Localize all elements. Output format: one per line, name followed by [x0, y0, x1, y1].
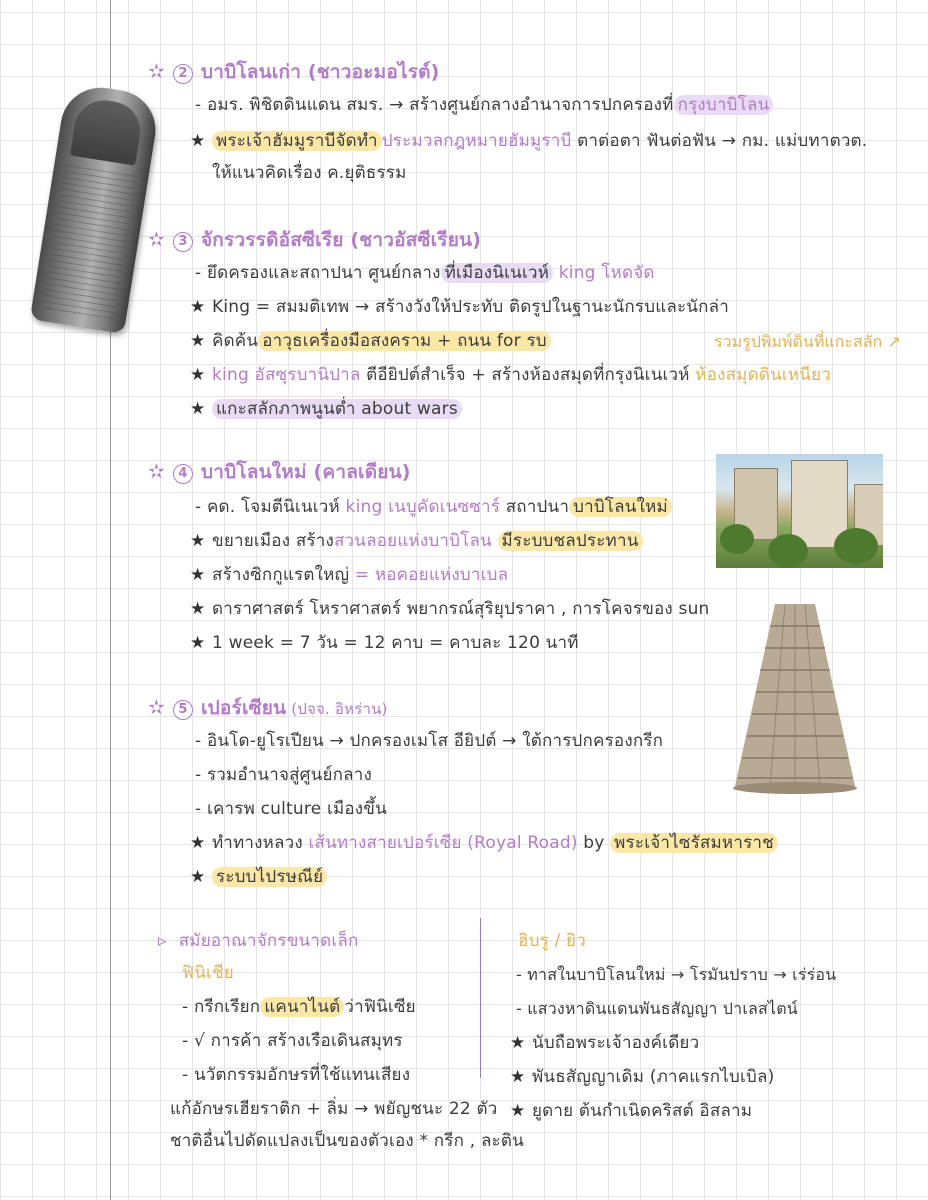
text: ตีอียิปต์สำเร็จ + สร้างห้องสมุดที่กรุงนิเนเวห์	[360, 365, 690, 385]
highlight-text: ระบบไปรษณีย์	[212, 867, 327, 887]
s3-line-3	[190, 328, 551, 354]
triangle-marker-icon: ▹	[158, 931, 167, 951]
purple-text: ประมวลกฎหมายฮัมมูราบี	[381, 131, 572, 151]
star-bullet-icon: ★	[190, 867, 206, 887]
section-number: 5	[173, 700, 193, 720]
text: คิดค้น	[212, 331, 259, 351]
text: สร้างซิกกูแรตใหญ่	[212, 565, 350, 585]
text: King = สมมติเทพ → สร้างวังให้ประทับ ติดรูปในฐานะนักรบและนักล่า	[212, 297, 729, 317]
section-title: เปอร์เซียน	[200, 697, 287, 719]
text: ทำทางหลวง	[212, 833, 303, 853]
section-2-heading	[148, 58, 440, 85]
star-bullet-icon: ★	[190, 633, 206, 653]
left-line-1	[182, 994, 416, 1020]
star-bullet-icon: ★	[510, 1033, 526, 1053]
section-number: 2	[173, 64, 193, 84]
hebrew-heading: ฮิบรู / ยิว	[518, 931, 586, 951]
star-bullet-icon: ★	[190, 531, 206, 551]
right-line-3	[510, 1030, 699, 1056]
left-line-5: ชาติอื่นไปดัดแปลงเป็นของตัวเอง * กรีก , ละติน	[170, 1131, 524, 1151]
column-title: สมัยอาณาจักรขนาดเล็ก	[178, 931, 359, 951]
s4-line-2	[190, 528, 643, 554]
garden-tree	[768, 534, 808, 568]
s5-line-5	[190, 864, 327, 890]
text: - ยึดครองและสถาปนา ศูนย์กลาง	[195, 263, 441, 283]
s5-line-4	[190, 830, 778, 856]
text: ยูดาย ต้นกำเนิดคริสต์ อิสลาม	[532, 1101, 753, 1121]
highlight-text: พระเจ้าฮัมมูราบีจัดทำ	[212, 131, 382, 151]
star-bullet-icon: ★	[190, 297, 206, 317]
highlight-text: กรุงบาบิโลน	[674, 95, 774, 115]
garden-tree	[834, 528, 878, 564]
small-kingdoms-heading	[158, 928, 359, 954]
star-icon: ✫	[148, 695, 165, 719]
purple-text: king เนบูคัดเนซซาร์	[339, 497, 501, 517]
highlight-text: อาวุธเครื่องมือสงคราม + ถนน for รบ	[258, 331, 551, 351]
text: 1 week = 7 วัน = 12 คาบ = คาบละ 120 นาที	[212, 633, 579, 653]
section-number: 3	[173, 232, 193, 252]
text: พันธสัญญาเดิม (ภาคแรกไบเบิล)	[532, 1067, 775, 1087]
tower-of-babel-image	[730, 596, 860, 796]
section-subtitle: (ปจจ. อิหร่าน)	[286, 700, 388, 718]
text: - อมร. พิชิตดินแดน สมร. → สร้างศูนย์กลางอำนาจการปกครองที่	[195, 95, 674, 115]
star-bullet-icon: ★	[190, 399, 206, 419]
text: by	[577, 833, 605, 853]
stele-inscription	[41, 165, 137, 323]
star-bullet-icon: ★	[190, 131, 206, 151]
hammurabi-stele-image	[30, 82, 161, 334]
star-bullet-icon: ★	[190, 331, 206, 351]
right-line-1: - ทาสในบาบิโลนใหม่ → โรมันปราบ → เร่ร่อน	[516, 965, 837, 984]
right-line-5	[510, 1098, 752, 1124]
text: ตาต่อตา ฟันต่อฟัน → กม. แม่บทาตวต.	[571, 131, 868, 151]
s5-line-1: - อินโด-ยูโรเปียน → ปกครองเมโส อียิปต์ → ใต้การปกครองกรีก	[195, 731, 664, 751]
star-bullet-icon: ★	[190, 365, 206, 385]
text: ดาราศาสตร์ โหราศาสตร์ พยากรณ์สุริยุปราคา , การโคจรของ sun	[212, 599, 710, 619]
text: นับถือพระเจ้าองค์เดียว	[532, 1033, 700, 1053]
purple-text: king โหดจัด	[553, 263, 655, 283]
text: ขยายเมือง สร้าง	[212, 531, 334, 551]
section-4-heading	[148, 458, 411, 485]
section-title: บาบิโลนเก่า (ชาวอะมอไรต์)	[200, 61, 440, 83]
s5-line-3: - เคารพ culture เมืองขึ้น	[195, 799, 387, 819]
column-divider	[480, 918, 481, 1078]
highlight-text: มีระบบชลประทาน	[498, 531, 643, 551]
right-line-4	[510, 1064, 775, 1090]
s3-line-2	[190, 294, 729, 320]
highlight-text: บาบิโลนใหม่	[569, 497, 672, 517]
stele-relief	[70, 96, 145, 166]
text: - กรีกเรียก	[182, 997, 261, 1017]
star-icon: ✫	[148, 59, 165, 83]
section-title: จักรวรรดิอัสซีเรีย (ชาวอัสซีเรียน)	[200, 229, 482, 251]
highlight-text: ที่เมืองนิเนเวห์	[441, 263, 554, 283]
section-3-heading	[148, 226, 481, 253]
left-line-4: แก้อักษรเฮียราติก + ลิ่ม → พยัญชนะ 22 ตัว	[170, 1099, 498, 1119]
purple-text: king	[212, 365, 249, 385]
purple-text: เส้นทางสายเปอร์เซีย (Royal Road)	[302, 833, 578, 853]
star-icon: ✫	[148, 459, 165, 483]
left-line-2: - √ การค้า สร้างเรือเดินสมุทร	[182, 1031, 403, 1051]
s4-line-1	[195, 494, 672, 520]
garden-tree	[720, 524, 754, 554]
s3-side-note: รวมรูปพิมพ์ดินที่แกะสลัก ↗	[714, 332, 901, 351]
purple-text: = หอคอยแห่งบาเบล	[349, 565, 509, 585]
yellow-text: ห้องสมุดดินเหนียว	[689, 365, 832, 385]
star-bullet-icon: ★	[510, 1067, 526, 1087]
left-line-3: - นวัตกรรมอักษรที่ใช้แทนเสียง	[182, 1065, 411, 1085]
text: - คด. โจมตีนิเนเวห์	[195, 497, 340, 517]
star-icon: ✫	[148, 227, 165, 251]
s3-line-5	[190, 396, 462, 422]
star-bullet-icon: ★	[190, 599, 206, 619]
s5-line-2: - รวมอำนาจสู่ศูนย์กลาง	[195, 765, 373, 785]
hanging-gardens-image	[716, 454, 883, 568]
purple-text: สวนลอยแห่งบาบิโลน	[333, 531, 492, 551]
s3-line-4	[190, 362, 831, 388]
text: สถาปนา	[500, 497, 570, 517]
s4-line-4	[190, 596, 710, 622]
star-bullet-icon: ★	[510, 1101, 526, 1121]
section-title: บาบิโลนใหม่ (คาลเดียน)	[200, 461, 411, 483]
section-number: 4	[173, 464, 193, 484]
phoenicia-subheading: ฟินิเชีย	[182, 963, 234, 983]
section-5-heading	[148, 694, 388, 722]
purple-text: อัสซุรบานิปาล	[248, 365, 361, 385]
highlight-text: แคนาไนต์	[260, 997, 344, 1017]
s2-line-1	[195, 92, 773, 118]
star-bullet-icon: ★	[190, 565, 206, 585]
s4-line-5	[190, 630, 579, 656]
s4-line-3	[190, 562, 508, 588]
text: ว่าฟินิเซีย	[344, 997, 416, 1017]
s2-line-2	[190, 128, 867, 154]
highlight-text: แกะสลักภาพนูนต่ำ about wars	[212, 399, 462, 419]
right-line-2: - แสวงหาดินแดนพันธสัญญา ปาเลสไตน์	[516, 999, 798, 1018]
highlight-text: พระเจ้าไซรัสมหาราช	[610, 833, 778, 853]
star-bullet-icon: ★	[190, 833, 206, 853]
s2-line-3: ให้แนวคิดเรื่อง ค.ยุติธรรม	[212, 163, 407, 183]
s3-line-1	[195, 260, 655, 286]
